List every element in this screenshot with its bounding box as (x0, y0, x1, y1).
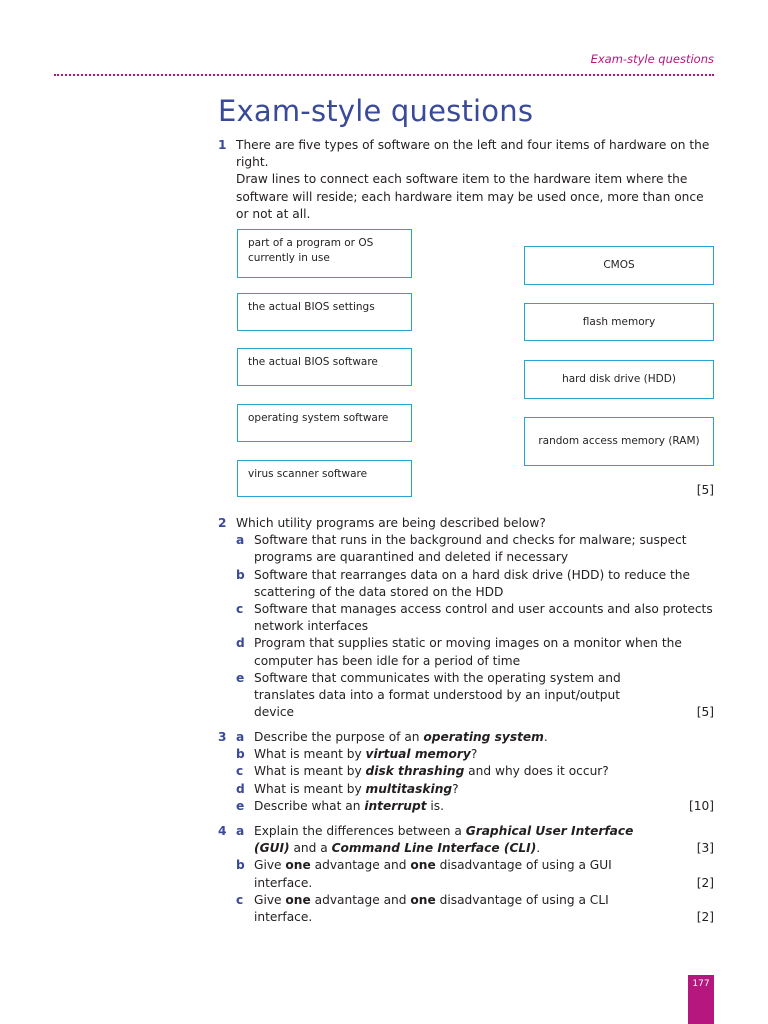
part-text: Software that runs in the background and checks for malware; suspect programs are quarantined and deleted if necessary (254, 533, 687, 565)
part-text: advantage and (310, 858, 411, 873)
part-text: Software that manages access control and user accounts and also protects network interfaces (254, 602, 713, 634)
part-text: ? (470, 747, 478, 762)
key-term: interrupt (364, 798, 427, 813)
part-label: a (236, 533, 245, 548)
question-4 (218, 823, 714, 926)
key-term: virtual memory (365, 747, 471, 762)
part-text: ? (452, 781, 459, 796)
part-text: What is meant by (254, 747, 366, 762)
part-text: Describe what an (254, 798, 365, 813)
hardware-box[interactable]: flash memory (524, 303, 714, 341)
part-text: Describe the purpose of an (254, 730, 424, 744)
emphasis: one (285, 858, 311, 873)
question-part (236, 781, 714, 798)
question-1 (218, 137, 714, 223)
part-label: d (236, 781, 245, 796)
question-part (236, 823, 714, 857)
key-term: disk thrashing (365, 764, 465, 779)
part-text: Explain the differences between a (254, 824, 466, 838)
key-term: Command Line Interface (CLI) (331, 841, 537, 856)
hardware-box[interactable]: random access memory (RAM) (524, 417, 714, 466)
emphasis: one (410, 858, 436, 873)
part-label: b (236, 567, 245, 582)
software-box[interactable]: part of a program or OS currently in use (237, 229, 412, 278)
question-text: There are five types of software on the left and four items of hardware on the right. (236, 138, 710, 170)
part-text: Program that supplies static or moving images on a monitor when the computer has been idle for a period of time (254, 636, 682, 668)
part-label: b (236, 858, 245, 873)
question-part (236, 798, 714, 815)
marks: [5] (696, 483, 714, 497)
part-label: a (236, 824, 245, 838)
marks: [3] (696, 841, 714, 856)
part-text: Give (254, 858, 286, 873)
question-2 (218, 515, 714, 721)
part-label: e (236, 670, 245, 685)
running-head: Exam-style questions (590, 52, 714, 66)
software-box[interactable]: the actual BIOS settings (237, 293, 412, 331)
question-number: 3 (218, 730, 227, 744)
key-term: multitasking (365, 781, 453, 796)
page-title: Exam-style questions (218, 94, 534, 128)
question-part (236, 670, 714, 722)
question-3 (218, 729, 714, 815)
part-text: is. (426, 798, 445, 813)
part-text: What is meant by (254, 781, 366, 796)
question-part (236, 532, 714, 566)
marks: [5] (696, 705, 714, 720)
part-text: and a (289, 841, 332, 856)
software-box[interactable]: the actual BIOS software (237, 348, 412, 386)
software-box[interactable]: operating system software (237, 404, 412, 442)
page-number: 177 (688, 975, 714, 1024)
question-part (236, 567, 714, 601)
part-text: disadvantage of using a GUI interface. (254, 858, 612, 890)
marks: [2] (696, 875, 714, 890)
marks: [2] (696, 910, 714, 925)
part-label: c (236, 892, 244, 907)
question-part (236, 635, 714, 669)
part-text: What is meant by (254, 764, 366, 779)
part-text: . (543, 730, 548, 744)
question-part (236, 763, 714, 780)
part-text: advantage and (310, 892, 411, 907)
key-term: operating system (423, 730, 544, 744)
question-text: Which utility programs are being described below? (236, 516, 546, 530)
question-number: 2 (218, 516, 227, 530)
part-text: disadvantage of using a CLI interface. (254, 892, 609, 925)
marks: [10] (688, 798, 714, 813)
part-text: Give (254, 892, 286, 907)
question-part (236, 857, 714, 891)
question-number: 4 (218, 824, 227, 838)
part-label: c (236, 602, 244, 617)
emphasis: one (285, 892, 311, 907)
question-text: Draw lines to connect each software item to the hardware item where the software will reside; each hardware item may be used once, more than once or not at all. (236, 172, 704, 221)
part-text: Software that communicates with the operating system and translates data into a format understood by an input/output device (254, 670, 621, 720)
part-label: d (236, 636, 245, 651)
question-number: 1 (218, 138, 227, 152)
part-label: e (236, 798, 245, 813)
key-term: Graphical User Interface (GUI) (254, 824, 634, 856)
part-text: and why does it occur? (464, 764, 609, 779)
part-label: b (236, 747, 245, 762)
part-text: Software that rearranges data on a hard disk drive (HDD) to reduce the scattering of the data stored on the HDD (254, 567, 691, 599)
question-part (236, 892, 714, 926)
hardware-box[interactable]: CMOS (524, 246, 714, 285)
question-part (236, 746, 714, 763)
dotted-rule (54, 74, 714, 76)
part-label: a (236, 730, 245, 744)
software-box[interactable]: virus scanner software (237, 460, 412, 497)
question-part (236, 729, 714, 746)
part-text: . (536, 841, 541, 856)
emphasis: one (410, 892, 436, 907)
question-part (236, 601, 714, 635)
hardware-box[interactable]: hard disk drive (HDD) (524, 360, 714, 399)
part-label: c (236, 764, 244, 779)
